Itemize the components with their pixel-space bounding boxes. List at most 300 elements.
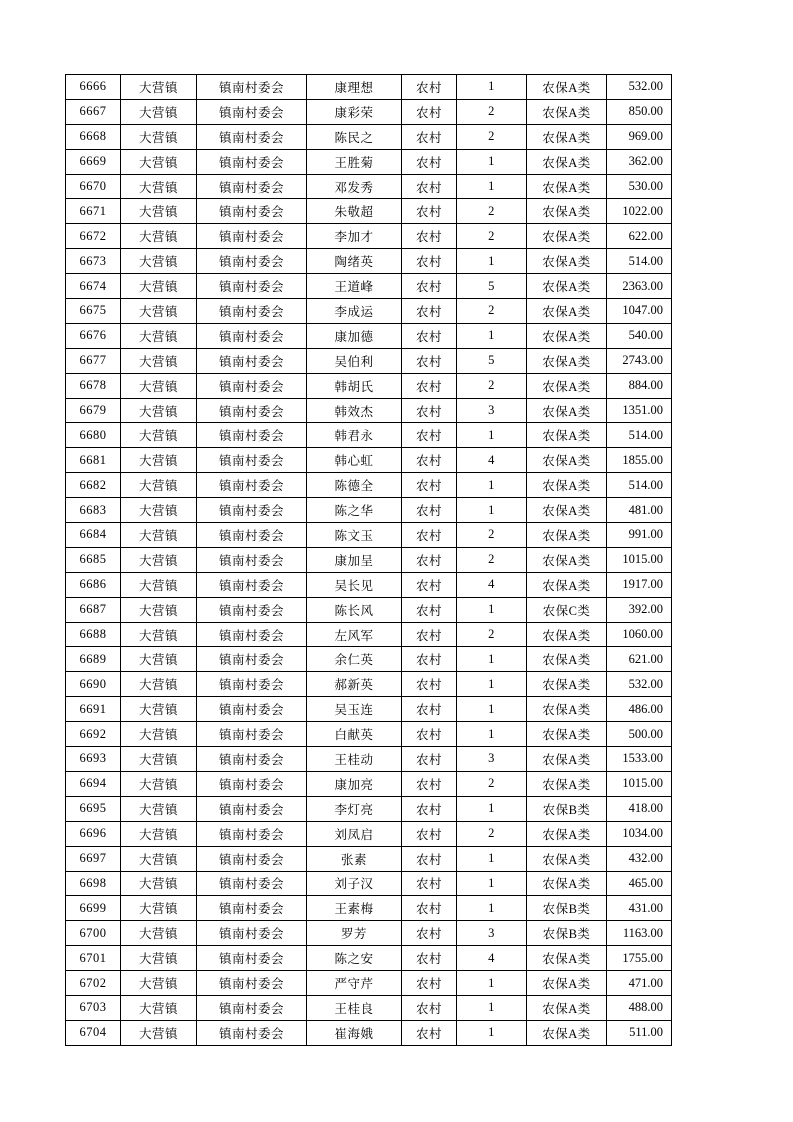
table-cell-locale: 农村 bbox=[402, 921, 457, 946]
table-cell-category: 农保A类 bbox=[527, 423, 607, 448]
table-cell-amount: 884.00 bbox=[607, 373, 672, 398]
table-cell-village: 镇南村委会 bbox=[197, 323, 307, 348]
table-cell-village: 镇南村委会 bbox=[197, 249, 307, 274]
table-row bbox=[66, 398, 672, 423]
table-cell-id: 6685 bbox=[66, 547, 121, 572]
table-cell-id: 6675 bbox=[66, 299, 121, 324]
table-cell-amount: 431.00 bbox=[607, 896, 672, 921]
table-cell-village: 镇南村委会 bbox=[197, 174, 307, 199]
table-cell-count: 1 bbox=[457, 971, 527, 996]
table-cell-amount: 1917.00 bbox=[607, 572, 672, 597]
table-cell-amount: 622.00 bbox=[607, 224, 672, 249]
table-row bbox=[66, 722, 672, 747]
table-cell-category: 农保A类 bbox=[527, 622, 607, 647]
table-cell-amount: 991.00 bbox=[607, 523, 672, 548]
table-cell-category: 农保A类 bbox=[527, 75, 607, 100]
table-cell-id: 6676 bbox=[66, 323, 121, 348]
table-cell-count: 2 bbox=[457, 771, 527, 796]
table-cell-id: 6683 bbox=[66, 498, 121, 523]
table-cell-village: 镇南村委会 bbox=[197, 1020, 307, 1045]
table-cell-id: 6668 bbox=[66, 124, 121, 149]
table-cell-category: 农保A类 bbox=[527, 846, 607, 871]
table-cell-name: 刘子汉 bbox=[307, 871, 402, 896]
table-cell-name: 陈长风 bbox=[307, 597, 402, 622]
table-cell-amount: 532.00 bbox=[607, 75, 672, 100]
table-cell-category: 农保A类 bbox=[527, 771, 607, 796]
table-cell-locale: 农村 bbox=[402, 821, 457, 846]
table-cell-locale: 农村 bbox=[402, 871, 457, 896]
table-cell-town: 大营镇 bbox=[121, 249, 197, 274]
table-cell-locale: 农村 bbox=[402, 448, 457, 473]
table-cell-category: 农保A类 bbox=[527, 448, 607, 473]
table-row bbox=[66, 174, 672, 199]
table-row bbox=[66, 547, 672, 572]
table-row bbox=[66, 348, 672, 373]
table-cell-locale: 农村 bbox=[402, 199, 457, 224]
table-cell-name: 刘凤启 bbox=[307, 821, 402, 846]
table-cell-town: 大营镇 bbox=[121, 274, 197, 299]
table-cell-village: 镇南村委会 bbox=[197, 299, 307, 324]
table-cell-amount: 530.00 bbox=[607, 174, 672, 199]
table-cell-id: 6699 bbox=[66, 896, 121, 921]
table-cell-id: 6673 bbox=[66, 249, 121, 274]
table-cell-id: 6681 bbox=[66, 448, 121, 473]
table-cell-category: 农保A类 bbox=[527, 473, 607, 498]
table-cell-town: 大营镇 bbox=[121, 224, 197, 249]
table-cell-town: 大营镇 bbox=[121, 99, 197, 124]
table-cell-locale: 农村 bbox=[402, 672, 457, 697]
table-cell-locale: 农村 bbox=[402, 348, 457, 373]
table-cell-town: 大营镇 bbox=[121, 547, 197, 572]
table-cell-name: 严守芹 bbox=[307, 971, 402, 996]
table-cell-category: 农保A类 bbox=[527, 99, 607, 124]
table-cell-id: 6703 bbox=[66, 995, 121, 1020]
table-cell-town: 大营镇 bbox=[121, 846, 197, 871]
table-cell-town: 大营镇 bbox=[121, 199, 197, 224]
table-cell-locale: 农村 bbox=[402, 75, 457, 100]
table-cell-town: 大营镇 bbox=[121, 995, 197, 1020]
table-cell-town: 大营镇 bbox=[121, 597, 197, 622]
table-cell-name: 崔海娥 bbox=[307, 1020, 402, 1045]
table-cell-name: 康加亮 bbox=[307, 771, 402, 796]
table-row bbox=[66, 274, 672, 299]
table-cell-id: 6704 bbox=[66, 1020, 121, 1045]
table-cell-village: 镇南村委会 bbox=[197, 99, 307, 124]
table-cell-category: 农保A类 bbox=[527, 373, 607, 398]
table-row bbox=[66, 821, 672, 846]
table-cell-count: 2 bbox=[457, 821, 527, 846]
table-cell-name: 康加德 bbox=[307, 323, 402, 348]
table-cell-count: 1 bbox=[457, 323, 527, 348]
table-cell-id: 6682 bbox=[66, 473, 121, 498]
table-cell-amount: 1034.00 bbox=[607, 821, 672, 846]
table-cell-name: 吴玉连 bbox=[307, 697, 402, 722]
table-cell-count: 1 bbox=[457, 249, 527, 274]
table-cell-category: 农保A类 bbox=[527, 174, 607, 199]
table-cell-town: 大营镇 bbox=[121, 523, 197, 548]
table-cell-village: 镇南村委会 bbox=[197, 821, 307, 846]
table-cell-name: 康理想 bbox=[307, 75, 402, 100]
table-cell-count: 2 bbox=[457, 299, 527, 324]
table-cell-count: 1 bbox=[457, 597, 527, 622]
table-cell-name: 王桂动 bbox=[307, 747, 402, 772]
table-cell-town: 大营镇 bbox=[121, 75, 197, 100]
table-cell-village: 镇南村委会 bbox=[197, 946, 307, 971]
table-row bbox=[66, 199, 672, 224]
table-cell-count: 1 bbox=[457, 871, 527, 896]
table-cell-id: 6701 bbox=[66, 946, 121, 971]
table-cell-category: 农保A类 bbox=[527, 348, 607, 373]
table-cell-locale: 农村 bbox=[402, 224, 457, 249]
table-cell-locale: 农村 bbox=[402, 398, 457, 423]
table-cell-id: 6677 bbox=[66, 348, 121, 373]
table-cell-town: 大营镇 bbox=[121, 398, 197, 423]
table-cell-count: 3 bbox=[457, 747, 527, 772]
table-cell-category: 农保A类 bbox=[527, 124, 607, 149]
table-cell-id: 6674 bbox=[66, 274, 121, 299]
table-cell-name: 吴伯利 bbox=[307, 348, 402, 373]
table-cell-category: 农保A类 bbox=[527, 498, 607, 523]
table-cell-category: 农保A类 bbox=[527, 224, 607, 249]
table-cell-village: 镇南村委会 bbox=[197, 473, 307, 498]
table-cell-category: 农保A类 bbox=[527, 697, 607, 722]
table-cell-locale: 农村 bbox=[402, 323, 457, 348]
table-cell-name: 韩心虹 bbox=[307, 448, 402, 473]
table-cell-id: 6678 bbox=[66, 373, 121, 398]
table-cell-village: 镇南村委会 bbox=[197, 697, 307, 722]
table-cell-category: 农保A类 bbox=[527, 946, 607, 971]
table-cell-locale: 农村 bbox=[402, 174, 457, 199]
table-cell-town: 大营镇 bbox=[121, 348, 197, 373]
table-cell-id: 6688 bbox=[66, 622, 121, 647]
table-cell-town: 大营镇 bbox=[121, 174, 197, 199]
table-cell-count: 2 bbox=[457, 124, 527, 149]
table-cell-village: 镇南村委会 bbox=[197, 398, 307, 423]
table-cell-count: 2 bbox=[457, 622, 527, 647]
table-cell-locale: 农村 bbox=[402, 697, 457, 722]
table-cell-id: 6700 bbox=[66, 921, 121, 946]
table-cell-locale: 农村 bbox=[402, 846, 457, 871]
table-cell-amount: 969.00 bbox=[607, 124, 672, 149]
table-cell-category: 农保A类 bbox=[527, 199, 607, 224]
table-cell-amount: 1022.00 bbox=[607, 199, 672, 224]
table-cell-amount: 471.00 bbox=[607, 971, 672, 996]
table-row bbox=[66, 75, 672, 100]
table-cell-count: 1 bbox=[457, 672, 527, 697]
table-cell-category: 农保C类 bbox=[527, 597, 607, 622]
table-cell-village: 镇南村委会 bbox=[197, 995, 307, 1020]
table-cell-amount: 1855.00 bbox=[607, 448, 672, 473]
table-cell-village: 镇南村委会 bbox=[197, 224, 307, 249]
table-cell-amount: 1015.00 bbox=[607, 547, 672, 572]
table-row bbox=[66, 572, 672, 597]
table-row bbox=[66, 846, 672, 871]
table-cell-amount: 392.00 bbox=[607, 597, 672, 622]
table-cell-count: 1 bbox=[457, 1020, 527, 1045]
table-row bbox=[66, 796, 672, 821]
table-cell-count: 5 bbox=[457, 274, 527, 299]
table-cell-town: 大营镇 bbox=[121, 796, 197, 821]
table-cell-name: 邓发秀 bbox=[307, 174, 402, 199]
table-cell-village: 镇南村委会 bbox=[197, 547, 307, 572]
table-cell-amount: 432.00 bbox=[607, 846, 672, 871]
table-cell-amount: 514.00 bbox=[607, 249, 672, 274]
table-row bbox=[66, 1020, 672, 1045]
table-cell-locale: 农村 bbox=[402, 547, 457, 572]
table-cell-count: 1 bbox=[457, 697, 527, 722]
table-cell-locale: 农村 bbox=[402, 971, 457, 996]
table-cell-category: 农保A类 bbox=[527, 149, 607, 174]
table-cell-name: 左风军 bbox=[307, 622, 402, 647]
table-cell-id: 6691 bbox=[66, 697, 121, 722]
table-cell-category: 农保B类 bbox=[527, 921, 607, 946]
table-cell-village: 镇南村委会 bbox=[197, 622, 307, 647]
table-cell-locale: 农村 bbox=[402, 1020, 457, 1045]
table-cell-category: 农保A类 bbox=[527, 971, 607, 996]
table-cell-category: 农保A类 bbox=[527, 572, 607, 597]
table-cell-amount: 540.00 bbox=[607, 323, 672, 348]
table-cell-village: 镇南村委会 bbox=[197, 796, 307, 821]
table-cell-name: 王道峰 bbox=[307, 274, 402, 299]
table-cell-town: 大营镇 bbox=[121, 672, 197, 697]
table-cell-count: 1 bbox=[457, 796, 527, 821]
table-cell-id: 6666 bbox=[66, 75, 121, 100]
table-cell-village: 镇南村委会 bbox=[197, 423, 307, 448]
table-cell-town: 大营镇 bbox=[121, 647, 197, 672]
table-cell-locale: 农村 bbox=[402, 896, 457, 921]
table-cell-town: 大营镇 bbox=[121, 124, 197, 149]
table-cell-id: 6671 bbox=[66, 199, 121, 224]
table-row bbox=[66, 871, 672, 896]
table-cell-locale: 农村 bbox=[402, 771, 457, 796]
table-cell-id: 6684 bbox=[66, 523, 121, 548]
table-cell-village: 镇南村委会 bbox=[197, 896, 307, 921]
table-cell-village: 镇南村委会 bbox=[197, 373, 307, 398]
table-cell-village: 镇南村委会 bbox=[197, 199, 307, 224]
table-row bbox=[66, 423, 672, 448]
table-row bbox=[66, 249, 672, 274]
table-row bbox=[66, 473, 672, 498]
table-cell-village: 镇南村委会 bbox=[197, 448, 307, 473]
table-cell-category: 农保A类 bbox=[527, 523, 607, 548]
table-cell-name: 陈之华 bbox=[307, 498, 402, 523]
table-cell-name: 白献英 bbox=[307, 722, 402, 747]
table-cell-name: 陈德全 bbox=[307, 473, 402, 498]
table-row bbox=[66, 448, 672, 473]
table-cell-id: 6696 bbox=[66, 821, 121, 846]
table-row bbox=[66, 224, 672, 249]
table-cell-village: 镇南村委会 bbox=[197, 124, 307, 149]
table-cell-town: 大营镇 bbox=[121, 149, 197, 174]
table-cell-locale: 农村 bbox=[402, 747, 457, 772]
table-cell-count: 1 bbox=[457, 846, 527, 871]
table-cell-category: 农保A类 bbox=[527, 1020, 607, 1045]
table-cell-count: 4 bbox=[457, 946, 527, 971]
table-cell-amount: 621.00 bbox=[607, 647, 672, 672]
table-cell-count: 1 bbox=[457, 174, 527, 199]
table-row bbox=[66, 921, 672, 946]
table-row bbox=[66, 124, 672, 149]
table-cell-category: 农保A类 bbox=[527, 323, 607, 348]
table-cell-town: 大营镇 bbox=[121, 747, 197, 772]
table-row bbox=[66, 323, 672, 348]
table-cell-name: 李灯亮 bbox=[307, 796, 402, 821]
table-cell-locale: 农村 bbox=[402, 572, 457, 597]
table-cell-town: 大营镇 bbox=[121, 622, 197, 647]
table-cell-id: 6686 bbox=[66, 572, 121, 597]
table-cell-village: 镇南村委会 bbox=[197, 647, 307, 672]
data-table bbox=[65, 74, 672, 1046]
table-cell-id: 6698 bbox=[66, 871, 121, 896]
table-cell-town: 大营镇 bbox=[121, 448, 197, 473]
table-cell-category: 农保A类 bbox=[527, 398, 607, 423]
table-cell-amount: 486.00 bbox=[607, 697, 672, 722]
table-cell-category: 农保B类 bbox=[527, 796, 607, 821]
table-cell-amount: 2743.00 bbox=[607, 348, 672, 373]
table-cell-id: 6693 bbox=[66, 747, 121, 772]
table-cell-id: 6697 bbox=[66, 846, 121, 871]
table-cell-locale: 农村 bbox=[402, 149, 457, 174]
table-cell-village: 镇南村委会 bbox=[197, 597, 307, 622]
table-cell-category: 农保A类 bbox=[527, 722, 607, 747]
table-cell-town: 大营镇 bbox=[121, 771, 197, 796]
table-cell-amount: 362.00 bbox=[607, 149, 672, 174]
table-cell-category: 农保A类 bbox=[527, 274, 607, 299]
table-cell-village: 镇南村委会 bbox=[197, 572, 307, 597]
table-cell-count: 2 bbox=[457, 199, 527, 224]
table-cell-amount: 1015.00 bbox=[607, 771, 672, 796]
table-cell-village: 镇南村委会 bbox=[197, 523, 307, 548]
table-cell-amount: 1060.00 bbox=[607, 622, 672, 647]
table-cell-name: 陶绪英 bbox=[307, 249, 402, 274]
table-cell-amount: 514.00 bbox=[607, 473, 672, 498]
table-cell-name: 陈文玉 bbox=[307, 523, 402, 548]
table-row bbox=[66, 747, 672, 772]
table-cell-village: 镇南村委会 bbox=[197, 771, 307, 796]
table-cell-name: 郝新英 bbox=[307, 672, 402, 697]
table-row bbox=[66, 971, 672, 996]
table-cell-count: 1 bbox=[457, 473, 527, 498]
table-row bbox=[66, 771, 672, 796]
table-cell-id: 6694 bbox=[66, 771, 121, 796]
table-cell-village: 镇南村委会 bbox=[197, 871, 307, 896]
table-cell-town: 大营镇 bbox=[121, 473, 197, 498]
table-row bbox=[66, 672, 672, 697]
table-cell-count: 1 bbox=[457, 722, 527, 747]
table-cell-town: 大营镇 bbox=[121, 946, 197, 971]
table-cell-name: 罗芳 bbox=[307, 921, 402, 946]
table-cell-count: 1 bbox=[457, 423, 527, 448]
table-cell-amount: 1163.00 bbox=[607, 921, 672, 946]
table-cell-locale: 农村 bbox=[402, 523, 457, 548]
table-cell-town: 大营镇 bbox=[121, 323, 197, 348]
table-cell-id: 6672 bbox=[66, 224, 121, 249]
table-cell-village: 镇南村委会 bbox=[197, 971, 307, 996]
table-cell-count: 3 bbox=[457, 921, 527, 946]
table-cell-name: 王素梅 bbox=[307, 896, 402, 921]
table-cell-village: 镇南村委会 bbox=[197, 498, 307, 523]
table-row bbox=[66, 149, 672, 174]
table-body bbox=[66, 75, 672, 1046]
table-row bbox=[66, 99, 672, 124]
table-cell-town: 大营镇 bbox=[121, 423, 197, 448]
table-cell-category: 农保A类 bbox=[527, 249, 607, 274]
table-cell-id: 6670 bbox=[66, 174, 121, 199]
table-cell-count: 2 bbox=[457, 547, 527, 572]
table-cell-count: 4 bbox=[457, 572, 527, 597]
table-cell-category: 农保A类 bbox=[527, 747, 607, 772]
table-cell-locale: 农村 bbox=[402, 99, 457, 124]
table-cell-town: 大营镇 bbox=[121, 299, 197, 324]
table-cell-amount: 465.00 bbox=[607, 871, 672, 896]
table-cell-locale: 农村 bbox=[402, 498, 457, 523]
table-row bbox=[66, 995, 672, 1020]
table-row bbox=[66, 946, 672, 971]
table-cell-name: 陈民之 bbox=[307, 124, 402, 149]
table-cell-name: 康彩荣 bbox=[307, 99, 402, 124]
table-cell-name: 韩君永 bbox=[307, 423, 402, 448]
table-cell-count: 4 bbox=[457, 448, 527, 473]
table-cell-town: 大营镇 bbox=[121, 498, 197, 523]
table-cell-id: 6702 bbox=[66, 971, 121, 996]
table-cell-category: 农保B类 bbox=[527, 896, 607, 921]
table-cell-count: 1 bbox=[457, 647, 527, 672]
table-cell-count: 1 bbox=[457, 995, 527, 1020]
table-cell-count: 3 bbox=[457, 398, 527, 423]
table-cell-id: 6690 bbox=[66, 672, 121, 697]
table-cell-amount: 488.00 bbox=[607, 995, 672, 1020]
table-cell-town: 大营镇 bbox=[121, 921, 197, 946]
table-cell-village: 镇南村委会 bbox=[197, 722, 307, 747]
table-cell-name: 韩胡氏 bbox=[307, 373, 402, 398]
table-cell-count: 2 bbox=[457, 373, 527, 398]
table-cell-locale: 农村 bbox=[402, 299, 457, 324]
table-cell-id: 6667 bbox=[66, 99, 121, 124]
table-cell-amount: 500.00 bbox=[607, 722, 672, 747]
table-cell-count: 1 bbox=[457, 149, 527, 174]
table-row bbox=[66, 597, 672, 622]
table-cell-amount: 1533.00 bbox=[607, 747, 672, 772]
table-row bbox=[66, 622, 672, 647]
table-cell-locale: 农村 bbox=[402, 722, 457, 747]
table-cell-village: 镇南村委会 bbox=[197, 149, 307, 174]
table-cell-locale: 农村 bbox=[402, 373, 457, 398]
table-cell-locale: 农村 bbox=[402, 946, 457, 971]
table-cell-category: 农保A类 bbox=[527, 647, 607, 672]
table-cell-village: 镇南村委会 bbox=[197, 274, 307, 299]
table-cell-count: 1 bbox=[457, 896, 527, 921]
table-cell-amount: 1351.00 bbox=[607, 398, 672, 423]
table-cell-id: 6695 bbox=[66, 796, 121, 821]
table-cell-name: 吴长见 bbox=[307, 572, 402, 597]
table-row bbox=[66, 299, 672, 324]
table-cell-name: 余仁英 bbox=[307, 647, 402, 672]
table-cell-town: 大营镇 bbox=[121, 572, 197, 597]
table-cell-locale: 农村 bbox=[402, 249, 457, 274]
table-cell-category: 农保A类 bbox=[527, 821, 607, 846]
table-cell-name: 王胜菊 bbox=[307, 149, 402, 174]
table-cell-amount: 1047.00 bbox=[607, 299, 672, 324]
table-cell-town: 大营镇 bbox=[121, 1020, 197, 1045]
table-cell-category: 农保A类 bbox=[527, 672, 607, 697]
table-cell-count: 1 bbox=[457, 75, 527, 100]
table-cell-amount: 532.00 bbox=[607, 672, 672, 697]
table-cell-id: 6679 bbox=[66, 398, 121, 423]
table-cell-name: 韩效杰 bbox=[307, 398, 402, 423]
table-cell-id: 6680 bbox=[66, 423, 121, 448]
table-cell-village: 镇南村委会 bbox=[197, 672, 307, 697]
table-cell-amount: 2363.00 bbox=[607, 274, 672, 299]
